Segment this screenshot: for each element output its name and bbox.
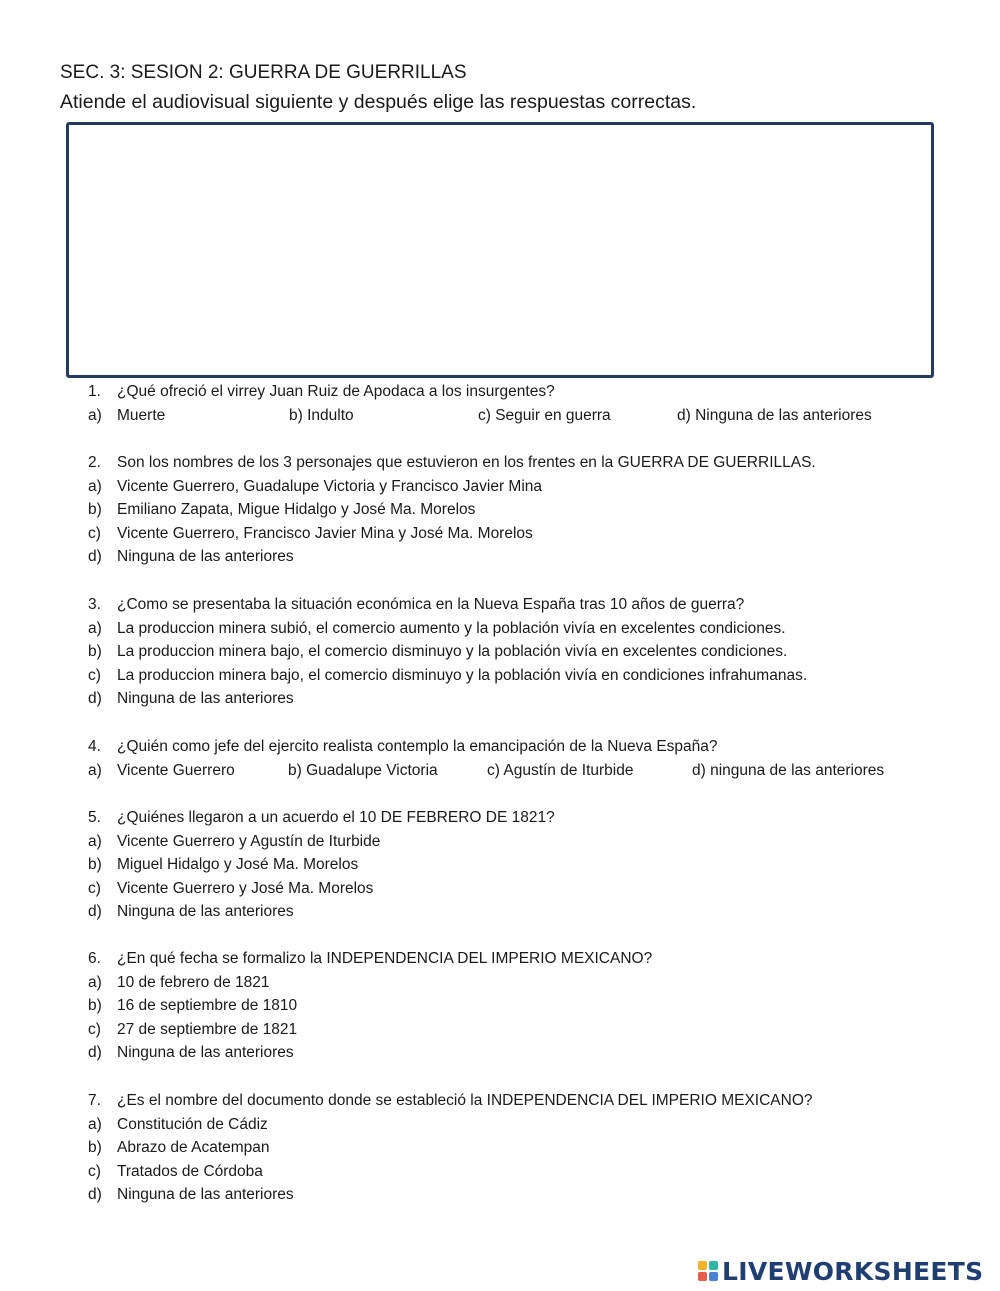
question-7: [88, 1089, 968, 1207]
question-text: ¿Quiénes llegaron a un acuerdo el 10 DE FEBRERO DE 1821?: [117, 809, 555, 826]
option-a[interactable]: Vicente Guerrero: [117, 761, 235, 779]
liveworksheets-icon: [698, 1261, 718, 1281]
option-b[interactable]: Abrazo de Acatempan: [117, 1139, 270, 1156]
question-number: 3.: [88, 596, 101, 613]
option-c[interactable]: La produccion minera bajo, el comercio disminuyo y la población vivía en condiciones infrahumanas.: [117, 666, 808, 684]
option-a[interactable]: Vicente Guerrero, Guadalupe Victoria y Francisco Javier Mina: [117, 477, 543, 495]
option-c[interactable]: Vicente Guerrero y José Ma. Morelos: [117, 879, 374, 897]
question-3: [88, 593, 968, 711]
option-letter: a): [88, 619, 102, 637]
option-letter: c): [88, 524, 101, 542]
option-b[interactable]: La produccion minera bajo, el comercio disminuyo y la población vivía en excelentes condiciones.: [117, 643, 788, 660]
question-2: [88, 451, 968, 569]
logo-text: LIVEWORKSHEETS: [722, 1256, 984, 1286]
question-text: ¿Es el nombre del documento donde se estableció la INDEPENDENCIA DEL IMPERIO MEXICANO?: [117, 1092, 813, 1109]
option-letter: d): [88, 1044, 102, 1061]
option-d[interactable]: Ninguna de las anteriores: [117, 1044, 294, 1061]
option-b[interactable]: Miguel Hidalgo y José Ma. Morelos: [117, 856, 359, 873]
option-c[interactable]: 27 de septiembre de 1821: [117, 1020, 298, 1038]
option-a[interactable]: 10 de febrero de 1821: [117, 973, 270, 991]
question-number: 6.: [88, 950, 101, 967]
option-b[interactable]: b) Guadalupe Victoria: [288, 761, 438, 779]
option-letter: c): [88, 1020, 101, 1038]
option-letter: c): [88, 666, 101, 684]
question-number: 4.: [88, 738, 101, 755]
option-letter: b): [88, 1139, 102, 1156]
option-a[interactable]: Muerte: [117, 406, 166, 424]
option-b[interactable]: 16 de septiembre de 1810: [117, 997, 298, 1014]
option-b[interactable]: Emiliano Zapata, Migue Hidalgo y José Ma. Morelos: [117, 501, 476, 518]
option-letter: d): [88, 548, 102, 565]
option-letter: b): [88, 856, 102, 873]
question-text: Son los nombres de los 3 personajes que estuvieron en los frentes en la GUERRA DE GUERRILLAS.: [117, 454, 816, 471]
option-letter: a): [88, 1115, 102, 1133]
option-letter: d): [88, 1186, 102, 1203]
option-c[interactable]: c) Agustín de Iturbide: [487, 761, 634, 779]
option-letter: d): [88, 690, 102, 707]
option-d[interactable]: d) ninguna de las anteriores: [692, 761, 885, 779]
option-a[interactable]: La produccion minera subió, el comercio aumento y la población vivía en excelentes condiciones.: [117, 619, 786, 637]
question-6: [88, 947, 968, 1065]
question-number: 1.: [88, 383, 101, 400]
option-d[interactable]: d) Ninguna de las anteriores: [677, 406, 872, 424]
question-number: 2.: [88, 454, 101, 471]
option-d[interactable]: Ninguna de las anteriores: [117, 690, 294, 707]
liveworksheets-logo: [698, 1256, 983, 1286]
option-letter: d): [88, 903, 102, 920]
option-letter: c): [88, 1162, 101, 1180]
option-c[interactable]: c) Seguir en guerra: [478, 406, 611, 424]
question-4: [88, 735, 968, 782]
option-letter: a): [88, 761, 102, 779]
worksheet-instructions: Atiende el audiovisual siguiente y después elige las respuestas correctas.: [60, 91, 697, 113]
option-letter: b): [88, 501, 102, 518]
question-text: ¿Qué ofreció el virrey Juan Ruiz de Apodaca a los insurgentes?: [117, 383, 555, 400]
option-letter: a): [88, 477, 102, 495]
question-number: 5.: [88, 809, 101, 826]
video-frame[interactable]: [66, 122, 934, 378]
option-d[interactable]: Ninguna de las anteriores: [117, 548, 294, 565]
option-letter: a): [88, 973, 102, 991]
option-c[interactable]: Tratados de Córdoba: [117, 1162, 263, 1180]
worksheet-title: SEC. 3: SESION 2: GUERRA DE GUERRILLAS: [60, 62, 467, 83]
question-1: [88, 380, 968, 427]
option-letter: c): [88, 879, 101, 897]
option-a[interactable]: Vicente Guerrero y Agustín de Iturbide: [117, 832, 381, 850]
option-letter: b): [88, 997, 102, 1014]
option-d[interactable]: Ninguna de las anteriores: [117, 1186, 294, 1203]
option-b[interactable]: b) Indulto: [289, 406, 354, 424]
question-text: ¿Quién como jefe del ejercito realista contemplo la emancipación de la Nueva España?: [117, 738, 718, 755]
option-a[interactable]: Constitución de Cádiz: [117, 1115, 268, 1133]
option-letter: b): [88, 643, 102, 660]
option-d[interactable]: Ninguna de las anteriores: [117, 903, 294, 920]
question-number: 7.: [88, 1092, 101, 1109]
question-text: ¿Como se presentaba la situación económica en la Nueva España tras 10 años de guerra?: [117, 596, 745, 613]
option-letter: a): [88, 406, 102, 424]
option-c[interactable]: Vicente Guerrero, Francisco Javier Mina y José Ma. Morelos: [117, 524, 533, 542]
option-letter: a): [88, 832, 102, 850]
question-text: ¿En qué fecha se formalizo la INDEPENDENCIA DEL IMPERIO MEXICANO?: [117, 950, 653, 967]
question-5: [88, 806, 968, 924]
